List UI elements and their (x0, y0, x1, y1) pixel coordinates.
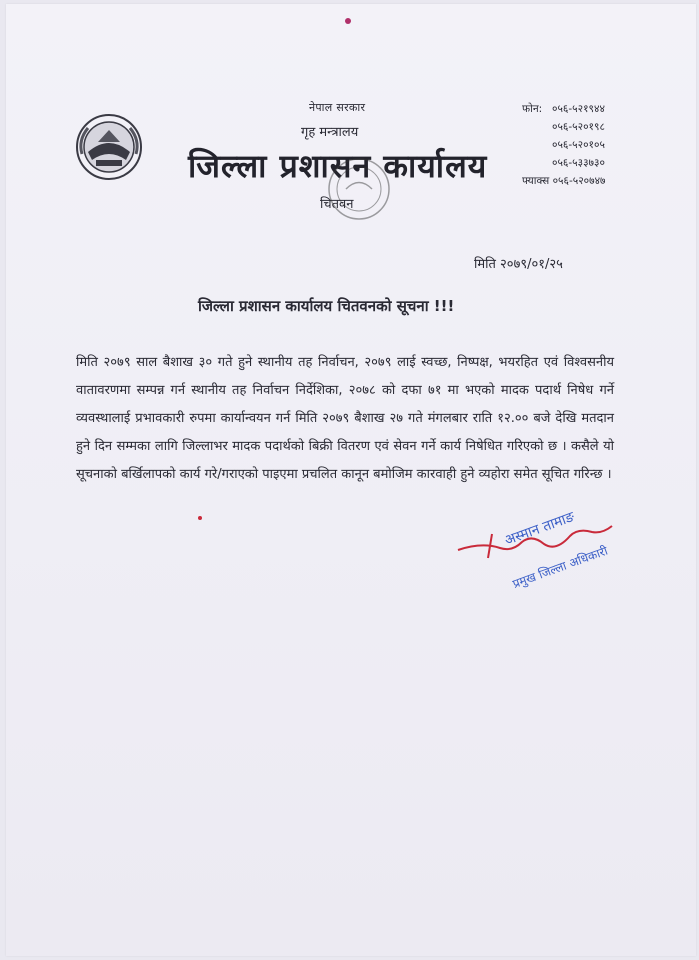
ink-mark (345, 18, 351, 24)
signatory-title: प्रमुख जिल्ला अधिकारी (510, 543, 610, 592)
notice-subject: जिल्ला प्रशासन कार्यालय चितवनको सूचना !!! (198, 297, 455, 315)
signatory-name: अस्मान तामाङ (502, 508, 577, 549)
document-page (6, 4, 696, 956)
government-name: नेपाल सरकार (309, 101, 366, 114)
office-title: जिल्ला प्रशासन कार्यालय (188, 147, 488, 185)
notice-body: मिति २०७९ साल बैशाख ३० गते हुने स्थानीय तह निर्वाचन, २०७९ लाई स्वच्छ, निष्पक्ष, भयरहित एवं विश्वसनीय वातावरणमा सम्पन्न गर्न स्थानीय तह निर्वाचन निर्देशिका, २०७८ को दफा ७१ मा भएको मादक पदार्थ निषेध गर्ने व्यवस्थालाई प्रभावकारी रुपमा कार्यान्वयन गर्न मिति २०७९ बैशाख २७ गते मंगलबार राति १२.०० बजे देखि मतदान हुने दिन सम्मका लागि जिल्लाभर मादक पदार्थको बिक्री वितरण एवं सेवन गर्ने कार्य निषेधित गरिएको छ । कसैले यो सूचनाको बर्खिलापको कार्य गरे/गराएको पाइएमा प्रचलित कानून बमोजिम कारवाही हुने व्यहोरा समेत सूचित गरिन्छ । (76, 355, 614, 482)
notice-date: मिति २०७९/०१/२५ (474, 257, 563, 272)
office-city: चितवन (320, 197, 354, 212)
phone-row: फोन: ०५६-५२१९४४ (522, 103, 605, 115)
contact-numbers (522, 100, 606, 190)
ministry-name: गृह मन्त्रालय (301, 125, 359, 140)
phone-row: ०५६-५३३७३० (552, 157, 605, 169)
fax-row: फ्याक्स ०५६-५२०७४७ (522, 175, 606, 187)
nepal-government-emblem-icon (74, 112, 144, 182)
phone-row: ०५६-५२०१९८ (552, 121, 605, 133)
ink-mark (198, 516, 202, 520)
office-stamp-icon (324, 154, 394, 224)
phone-row: ०५६-५२०१०५ (552, 139, 605, 151)
